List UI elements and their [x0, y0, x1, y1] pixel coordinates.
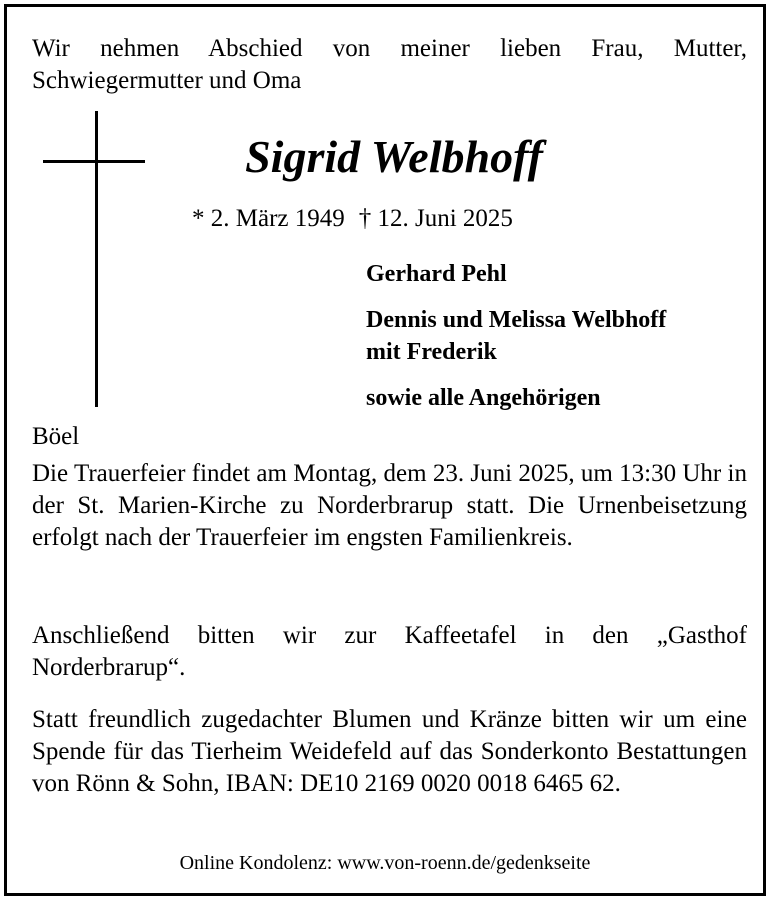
mourner-line-2: Dennis und Melissa Welbhoff — [366, 307, 667, 333]
place-name: Böel — [32, 423, 80, 450]
intro-text — [32, 33, 747, 97]
coffee-paragraph: Anschließend bitten wir zur Kaffeetafel in den „Gasthof Norderbrarup“. — [32, 622, 747, 681]
deceased-name: Sigrid Welbhoff — [245, 131, 543, 182]
donation-paragraph: Statt freundlich zugedachter Blumen und Kränze bitten wir um eine Spende für das Tierheim Weidefeld auf das Sonderkonto Bestattungen von Rönn & Sohn, IBAN: DE10 2169 0020 0018 6465 62. — [32, 706, 747, 797]
obituary-notice — [4, 4, 766, 896]
online-condolence: Online Kondolenz: www.von-roenn.de/gedenkseite — [179, 852, 591, 874]
ceremony-paragraph: Die Trauerfeier findet am Montag, dem 23. Juni 2025, um 13:30 Uhr in der St. Marien-Kirche zu Norderbrarup statt. Die Urnenbeisetzung erfolgt nach der Trauerfeier im engsten Familienkreis. — [32, 460, 747, 551]
life-dates — [192, 203, 513, 235]
cross-icon-horizontal — [43, 160, 145, 163]
mourner-line-1: Gerhard Pehl — [366, 261, 507, 287]
birth-date: * 2. März 1949 — [192, 205, 345, 232]
intro-line-1: Wir nehmen Abschied von meiner lieben Frau, Mutter, — [32, 35, 747, 62]
mourner-line-3: mit Frederik — [366, 339, 497, 365]
death-date: † 12. Juni 2025 — [358, 205, 513, 232]
intro-line-2: Schwiegermutter und Oma — [32, 67, 302, 94]
mourner-line-4: sowie alle Angehörigen — [366, 385, 601, 411]
cross-icon-vertical — [95, 111, 98, 407]
